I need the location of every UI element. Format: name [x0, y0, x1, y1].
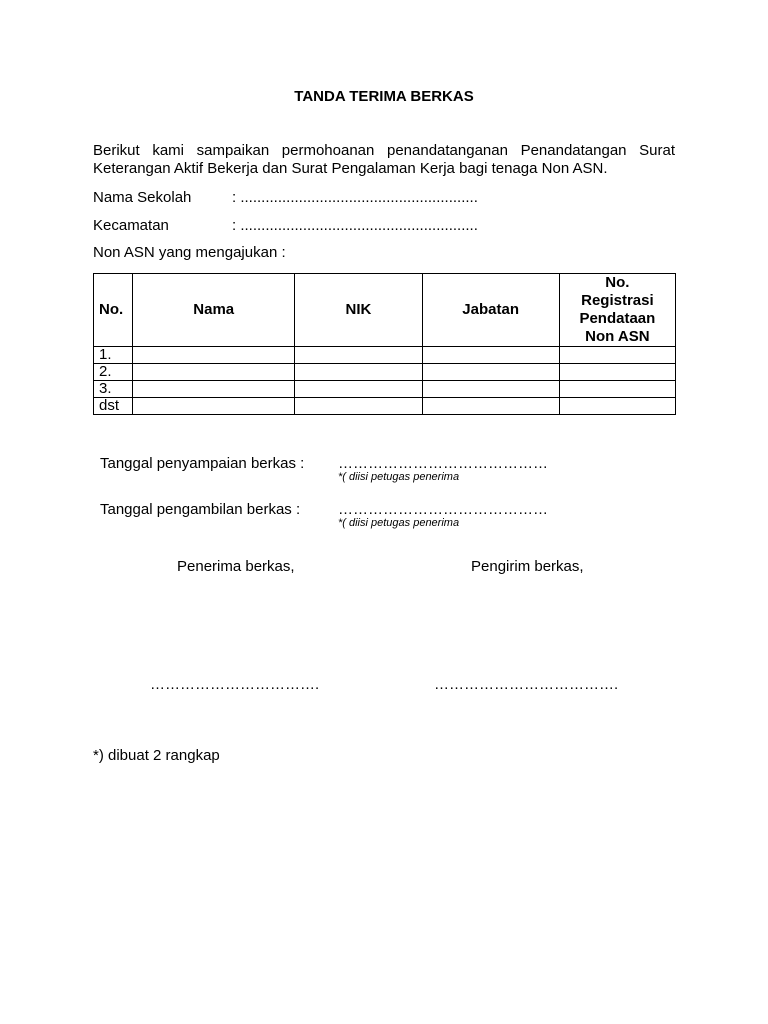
table-cell: 1. — [94, 347, 133, 364]
intro-line-1: Berikut kami sampaikan permohoanan penandatanganan Penandatangan Surat — [93, 142, 675, 159]
header-jabatan: Jabatan — [422, 274, 559, 347]
sender-signature-line: ………………………………. — [434, 676, 619, 693]
header-registrasi-line: Registrasi — [581, 292, 654, 309]
table-cell: 3. — [94, 381, 133, 398]
table-cell — [559, 398, 675, 415]
applicants-table — [93, 273, 676, 415]
pickup-date-note: *( diisi petugas penerima — [338, 517, 460, 529]
header-registrasi-line: Non ASN — [585, 328, 650, 345]
header-registrasi-line: Pendataan — [579, 310, 656, 327]
table-cell — [133, 364, 295, 381]
header-nik: NIK — [295, 274, 422, 347]
sender-label: Pengirim berkas, — [471, 558, 584, 575]
header-nama: Nama — [133, 274, 295, 347]
header-registrasi-line: No. — [605, 274, 630, 291]
receiver-signature-line: ……………………………. — [150, 676, 320, 693]
field-label-kecamatan: Kecamatan — [93, 217, 169, 234]
submission-date-value: …………………………………… — [338, 455, 548, 472]
table-cell — [422, 398, 559, 415]
table-cell — [295, 381, 422, 398]
table-cell — [133, 398, 295, 415]
field-label-nama-sekolah: Nama Sekolah — [93, 189, 192, 206]
table-cell — [559, 347, 675, 364]
table-cell — [559, 381, 675, 398]
header-registrasi — [559, 274, 675, 347]
table-header-row — [94, 274, 676, 347]
header-no: No. — [94, 274, 133, 347]
table-cell — [133, 347, 295, 364]
document-title: TANDA TERIMA BERKAS — [294, 88, 474, 105]
table-cell — [295, 398, 422, 415]
intro-paragraph — [93, 142, 675, 178]
table-cell — [422, 381, 559, 398]
table-cell — [559, 364, 675, 381]
table-cell: 2. — [94, 364, 133, 381]
footnote: *) dibuat 2 rangkap — [93, 747, 220, 764]
table-cell — [133, 381, 295, 398]
table-row — [94, 347, 676, 364]
receiver-label: Penerima berkas, — [177, 558, 295, 575]
field-value-kecamatan: : ......................................................... — [232, 217, 478, 234]
table-cell — [295, 364, 422, 381]
table-row — [94, 381, 676, 398]
submission-date-note: *( diisi petugas penerima — [338, 471, 460, 483]
table-row — [94, 398, 676, 415]
pickup-date-label: Tanggal pengambilan berkas : — [100, 501, 301, 518]
table-cell — [422, 347, 559, 364]
pickup-date-value: …………………………………… — [338, 501, 548, 518]
table-cell: dst — [94, 398, 133, 415]
field-value-nama-sekolah: : ......................................................... — [232, 189, 478, 206]
table-row — [94, 364, 676, 381]
intro-line-2: Keterangan Aktif Bekerja dan Surat Pengalaman Kerja bagi tenaga Non ASN. — [93, 160, 608, 177]
table-cell — [422, 364, 559, 381]
submission-date-label: Tanggal penyampaian berkas : — [100, 455, 305, 472]
applicants-label: Non ASN yang mengajukan : — [93, 244, 286, 261]
table-cell — [295, 347, 422, 364]
